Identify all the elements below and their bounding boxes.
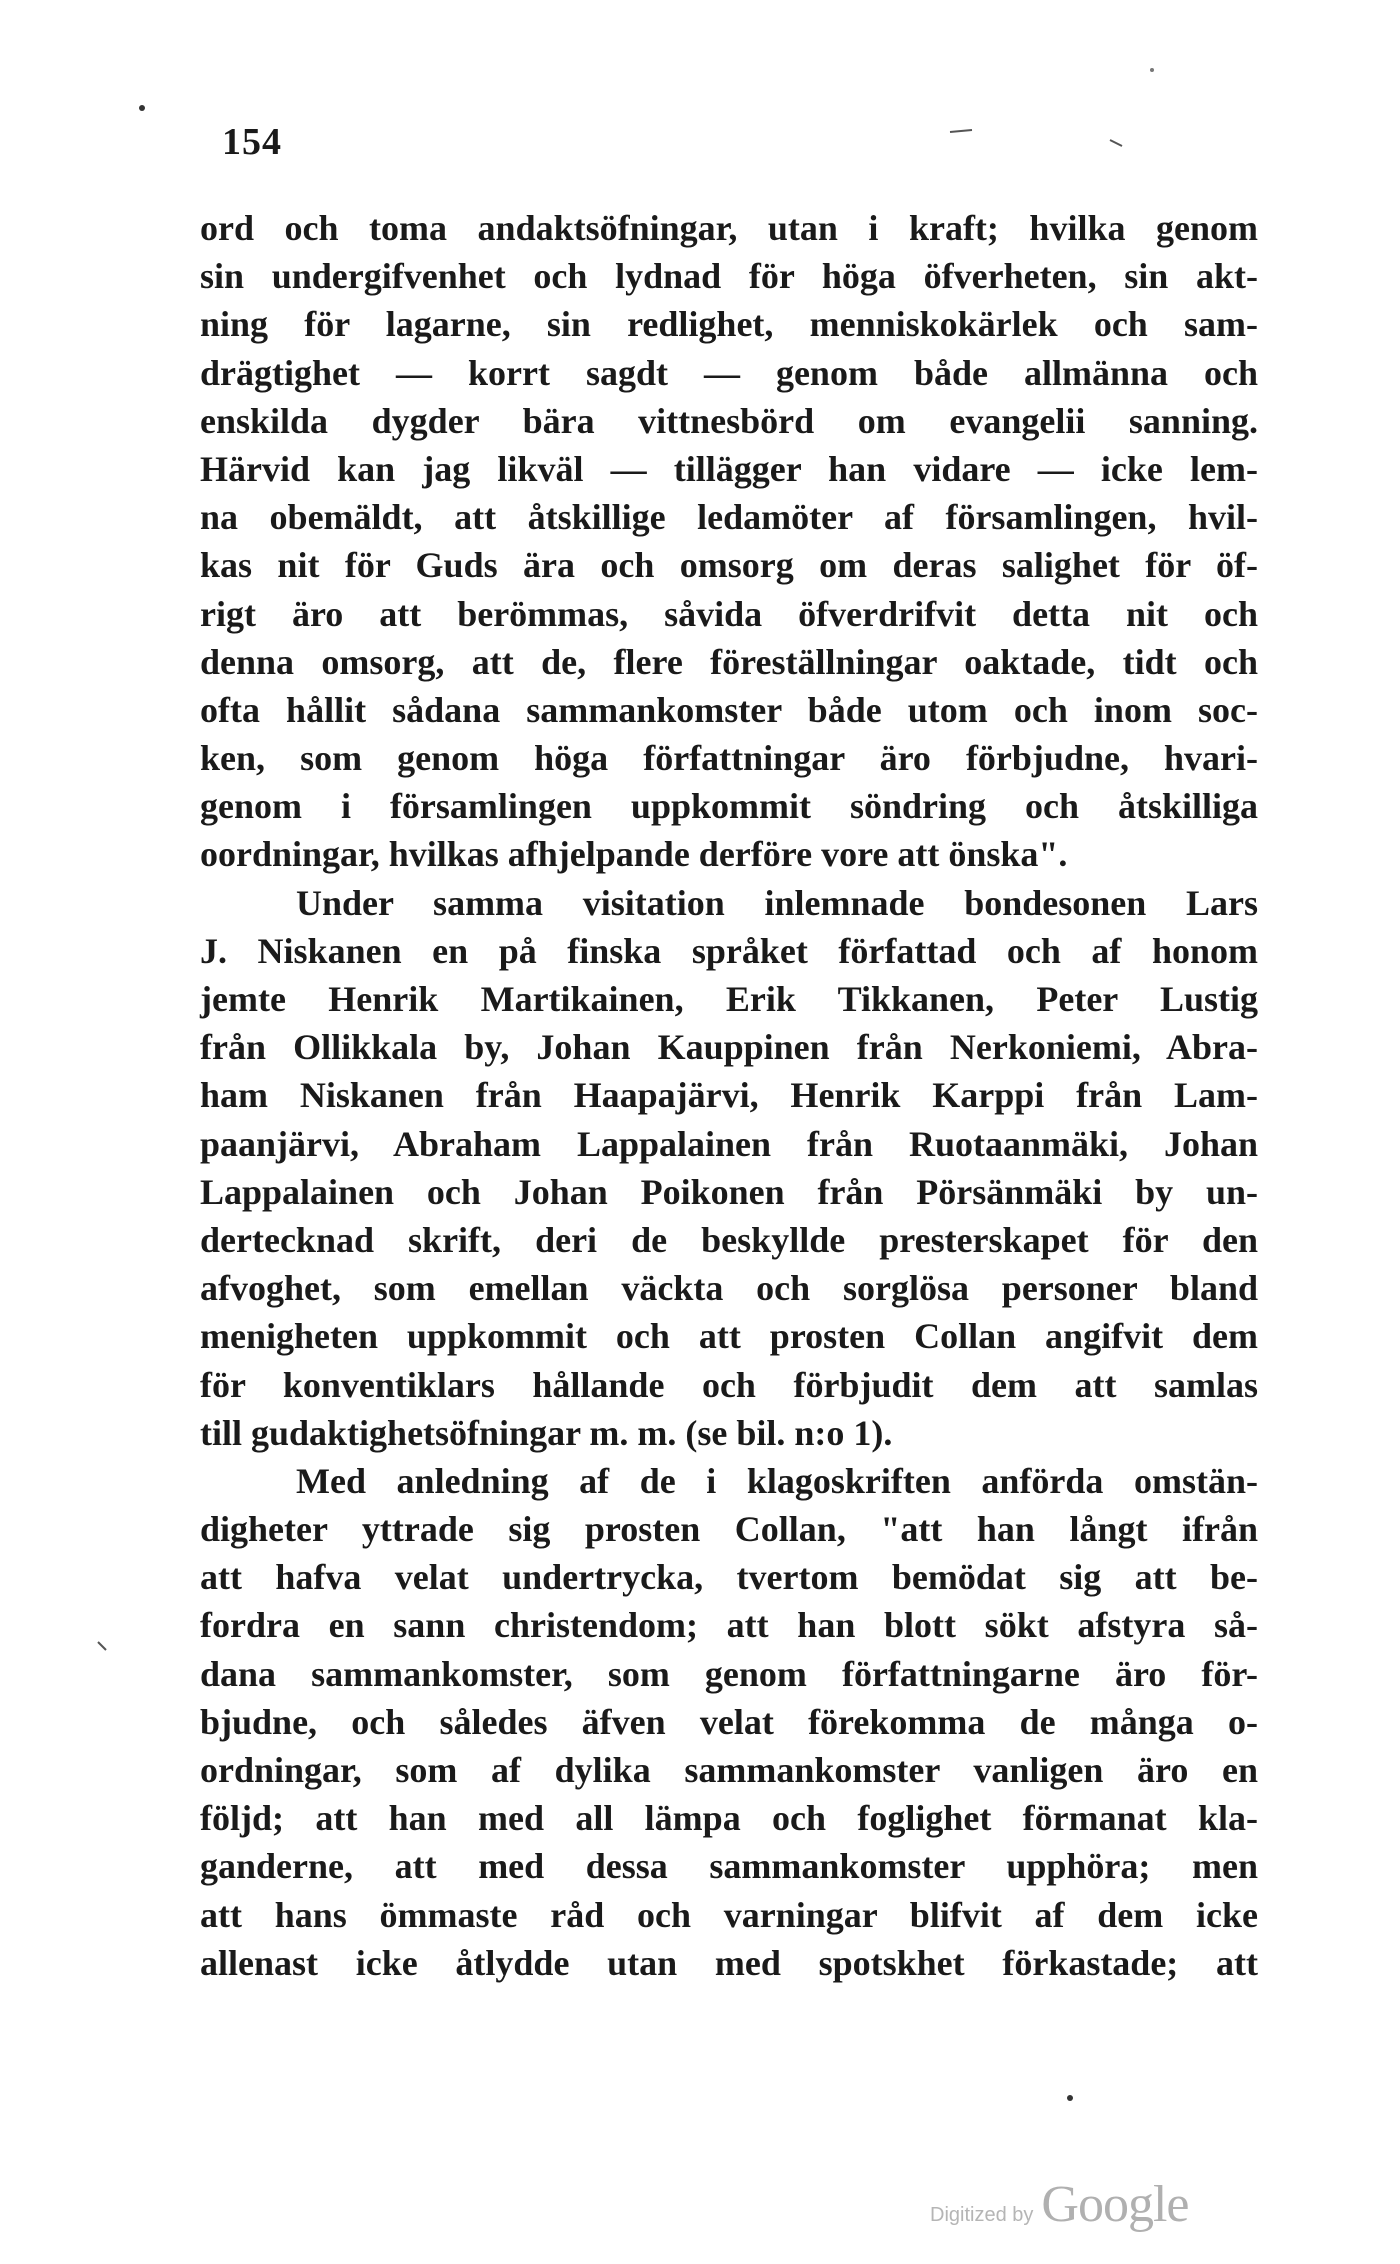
text-line: J. Niskanen en på finska språket författad och af honom bbox=[200, 930, 1258, 971]
text-line: kas nit för Guds ära och omsorg om deras salighet för öf- bbox=[200, 545, 1258, 586]
text-line: Lappalainen och Johan Poikonen från Pörsänmäki by un- bbox=[200, 1171, 1258, 1212]
text-line: na obemäldt, att åtskillige ledamöter af församlingen, hvil- bbox=[200, 497, 1258, 538]
text-line: ofta hållit sådana sammankomster både utom och inom soc- bbox=[200, 689, 1258, 730]
text-line: Med anledning af de i klagoskriften anförda omstän- bbox=[296, 1460, 1258, 1501]
digitized-by-google-watermark bbox=[930, 2175, 1188, 2234]
text-line: för konventiklars hållande och förbjudit dem att samlas bbox=[200, 1364, 1258, 1405]
text-line: enskilda dygder bära vittnesbörd om evangelii sanning. bbox=[200, 400, 1258, 441]
text-line: afvoghet, som emellan väckta och sorglösa personer bland bbox=[200, 1268, 1258, 1309]
text-line: digheter yttrade sig prosten Collan, "att han långt ifrån bbox=[200, 1509, 1258, 1550]
text-line: rigt äro att berömmas, såvida öfverdrifvit detta nit och bbox=[200, 593, 1258, 634]
text-line: att hans ömmaste råd och varningar blifvit af dem icke bbox=[200, 1894, 1258, 1935]
text-line: ning för lagarne, sin redlighet, menniskokärlek och sam- bbox=[200, 304, 1258, 345]
scan-speck bbox=[1150, 68, 1154, 72]
scan-speck bbox=[98, 1642, 106, 1650]
text-line: oordningar, hvilkas afhjelpande derföre vore att önska". bbox=[200, 834, 1068, 875]
text-line: genom i församlingen uppkommit söndring och åtskilliga bbox=[200, 786, 1258, 827]
text-line: dana sammankomster, som genom författningarne äro för- bbox=[200, 1653, 1258, 1694]
text-line: ham Niskanen från Haapajärvi, Henrik Karppi från Lam- bbox=[200, 1075, 1258, 1116]
text-line: Under samma visitation inlemnade bondesonen Lars bbox=[296, 882, 1258, 923]
text-line: ordningar, som af dylika sammankomster vanligen äro en bbox=[200, 1750, 1258, 1790]
scan-speck bbox=[950, 130, 972, 132]
text-line: denna omsorg, att de, flere föreställningar oaktade, tidt och bbox=[200, 641, 1258, 682]
text-line: bjudne, och således äfven velat förekomma de många o- bbox=[200, 1701, 1258, 1742]
text-line: paanjärvi, Abraham Lappalainen från Ruotaanmäki, Johan bbox=[200, 1123, 1258, 1164]
scan-speck bbox=[1067, 2095, 1073, 2101]
text-line: fordra en sann christendom; att han blott sökt afstyra så- bbox=[200, 1605, 1258, 1646]
text-line: följd; att han med all lämpa och foglighet förmanat kla- bbox=[200, 1798, 1258, 1839]
page-number: 154 bbox=[222, 121, 282, 163]
text-line: jemte Henrik Martikainen, Erik Tikkanen, Peter Lustig bbox=[200, 979, 1258, 1019]
watermark-prefix: Digitized by bbox=[930, 2204, 1034, 2226]
text-line: Härvid kan jag likväl — tillägger han vidare — icke lem- bbox=[200, 448, 1258, 489]
text-line: till gudaktighetsöfningar m. m. (se bil. n:o 1). bbox=[200, 1412, 893, 1453]
text-line: att hafva velat undertrycka, tvertom bemödat sig att be- bbox=[200, 1557, 1258, 1598]
scan-speck bbox=[139, 105, 145, 111]
text-line: ken, som genom höga författningar äro förbjudne, hvari- bbox=[200, 738, 1258, 779]
text-line: dertecknad skrift, deri de beskyllde presterskapet för den bbox=[200, 1219, 1258, 1260]
text-line: ganderne, att med dessa sammankomster upphöra; men bbox=[200, 1846, 1258, 1887]
text-line: drägtighet — korrt sagdt — genom både allmänna och bbox=[200, 352, 1258, 393]
text-line: sin undergifvenhet och lydnad för höga öfverheten, sin akt- bbox=[200, 256, 1258, 297]
text-line: ord och toma andaktsöfningar, utan i kraft; hvilka genom bbox=[200, 208, 1258, 248]
body-text bbox=[200, 204, 1258, 1987]
scan-speck bbox=[1110, 140, 1122, 146]
text-line: från Ollikkala by, Johan Kauppinen från Nerkoniemi, Abra- bbox=[200, 1027, 1258, 1068]
text-line: allenast icke åtlydde utan med spotskhet förkastade; att bbox=[200, 1942, 1258, 1983]
google-logo: Google bbox=[1041, 2176, 1189, 2233]
text-line: menigheten uppkommit och att prosten Collan angifvit dem bbox=[200, 1316, 1258, 1357]
